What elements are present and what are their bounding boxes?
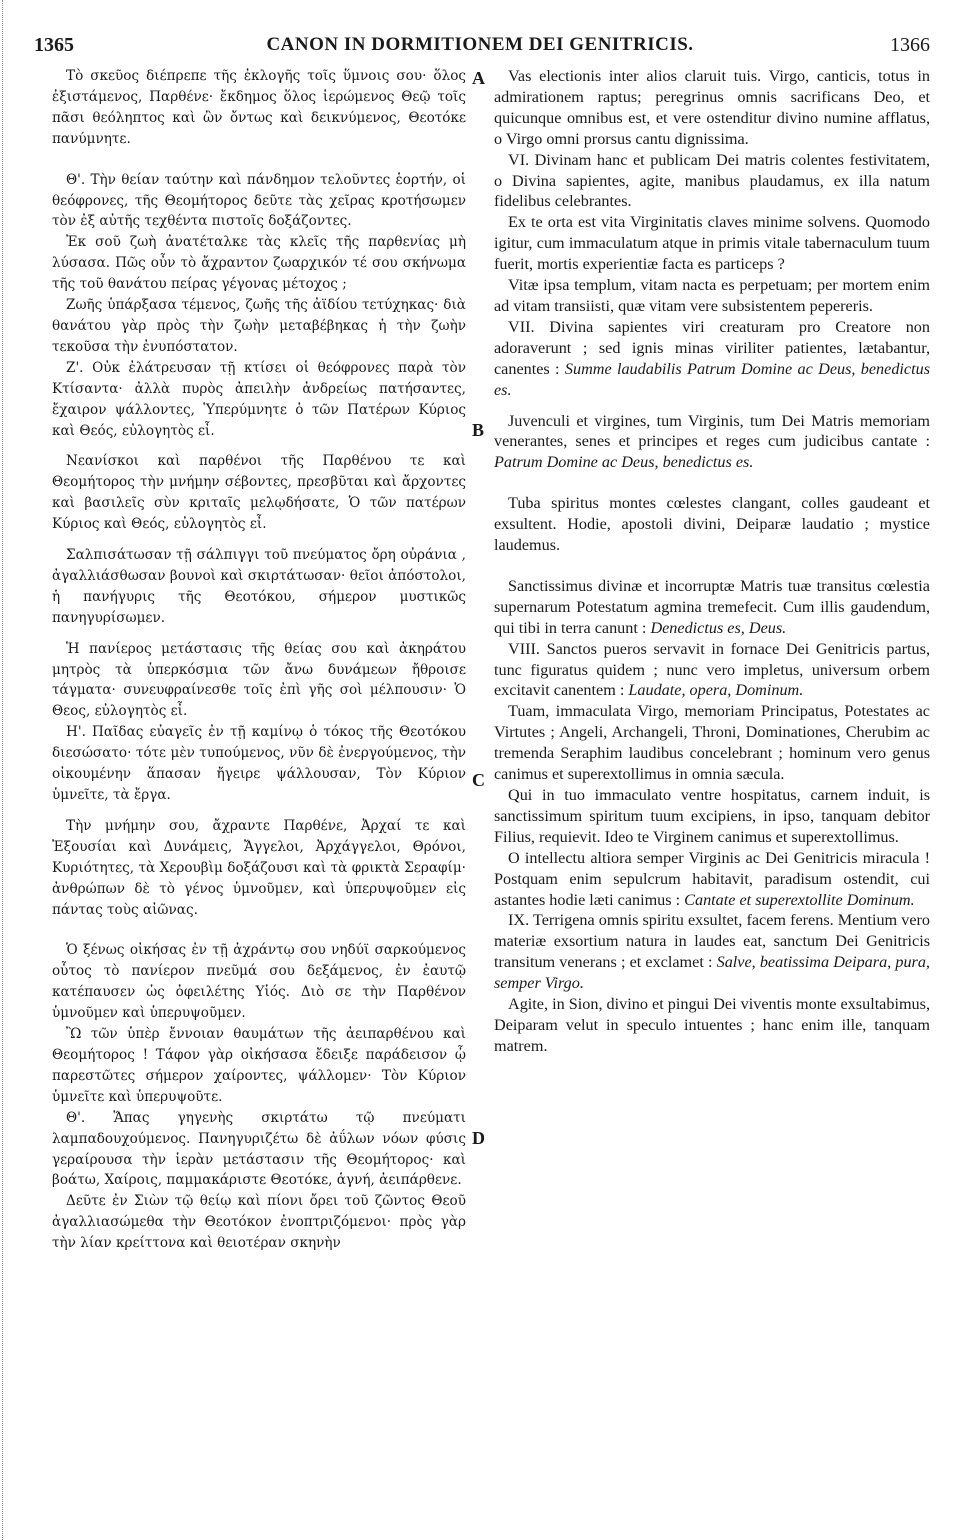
greek-paragraph: Ἐκ σοῦ ζωὴ ἀνατέταλκε τὰς κλεῖς τῆς παρθενίας μὴ λύσασα. Πῶς οὖν τὸ ἄχραντον ζωαρχικόν τέ σου σκήνωμα τῆς τοῦ θανάτου πείρας γέγονας μέτοχος ; xyxy=(52,234,466,293)
latin-text: VI. Divinam hanc et publicam Dei matris colentes festivitatem, o Divina sapientes, agite, manibus plaudamus, ex illa natum fidelibus celebrantes. xyxy=(494,150,930,211)
greek-paragraph: Ἡ πανίερος μετάστασις τῆς θείας σου καὶ ἀκηράτου μητρὸς τὰ ὑπερκόσμια τῶν ἄνω δυνάμεων ἤθροισε τάγματα· συνευφραίνεσθε τοῖς ἐπὶ γῆς σοὶ μέλπουσιν· Ὁ Θεος, εὐλογητὸς εἶ. xyxy=(52,640,466,720)
margin-marker-a: A xyxy=(472,68,485,88)
latin-text: Vitæ ipsa templum, vitam nacta es perpetuam; per mortem enim ad vitam transiisti, quæ vitam vere subsistentem pepereris. xyxy=(494,276,930,315)
latin-text: VII. Divina sapientes viri creaturam pro Creatore non adoraverunt ; sed ignis minas viriliter patientes, lætabantur, canentes : xyxy=(494,317,930,378)
latin-paragraph xyxy=(494,848,930,911)
greek-paragraph: Σαλπισάτωσαν τῇ σάλπιγγι τοῦ πνεύματος ὄρη οὐράνια , ἀγαλλιάσθωσαν βουνοὶ καὶ σκιρτάτωσαν· θεῖοι ἀπόστολοι, ἡ πανήγυρις τῆς Θεοτόκου, σήμερον μυστικῶς πανηγυρίσωμεν. xyxy=(52,547,466,626)
latin-paragraph xyxy=(494,150,930,213)
greek-paragraph: Τὸ σκεῦος διέπρεπε τῆς ἐκλογῆς τοῖς ὕμνοις σου· ὅλος ἐξιστάμενος, Παρθένε· ἔκδημος ὅλος ἱερώμενος Θεῷ τοῖς πᾶσι θεόληπτος καὶ ὢν ὄντως καὶ δεικνύμενος, Θεοτόκε πανύμνητε. xyxy=(52,68,466,147)
latin-paragraph xyxy=(494,639,930,702)
latin-text: Juvenculi et virgines, tum Virginis, tum Dei Matris memoriam venerantes, senes et principes et reges cum judicibus cantate : xyxy=(494,411,930,451)
latin-paragraph xyxy=(494,701,930,785)
greek-paragraph: Θ'. Τὴν θείαν ταύτην καὶ πάνδημον τελοῦντες ἑορτήν, οἱ θεόφρονες, τῆς Θεομήτορος δεῦτε τὰς χεῖρας κροτήσωμεν τὸν ἐξ αὐτῆς τεχθέντα πιστοῖς δοξάζοντες. xyxy=(52,171,466,230)
margin-marker-c: C xyxy=(472,770,485,790)
greek-paragraph: Τὴν μνήμην σου, ἄχραντε Παρθένε, Ἀρχαί τε καὶ Ἐξουσίαι καὶ Δυνάμεις, Ἄγγελοι, Ἀρχάγγελοι, Θρόνοι, Κυριότητες, τὰ Χερουβὶμ δοξάζουσι καὶ τὰ φρικτὰ Σεραφίμ· ἀνθρώπων δὲ τὸ γένος ὑμνοῦμεν, καὶ ὑπερυψοῦμεν εἰς πάντας τοὺς αἰῶνας. xyxy=(52,817,466,918)
greek-paragraph: Θ'. Ἅπας γηγενὴς σκιρτάτω τῷ πνεύματι λαμπαδουχούμενος. Πανηγυριζέτω δὲ ἀΰλων νόων φύσις γεραίρουσα τὴν ἱερὰν μετάστασιν τῆς Θεομήτορος· καὶ βοάτω, Χαίροις, παμμακάριστε Θεοτόκε, ἁγνή, ἀειπάρθενε. xyxy=(52,1109,466,1189)
latin-paragraph xyxy=(494,994,930,1057)
latin-paragraph xyxy=(494,212,930,275)
latin-text: Ex te orta est vita Virginitatis claves minime solvens. Quomodo igitur, cum immaculatum atque in primis vitale tabernaculum tuum fuerit, mortis experientiæ facta es particeps ? xyxy=(494,213,930,274)
latin-paragraph xyxy=(494,785,930,848)
page-number-left: 1365 xyxy=(34,34,74,56)
latin-column xyxy=(494,66,930,1057)
latin-paragraph xyxy=(494,317,930,401)
latin-text: Sanctissimus divinæ et incorruptæ Matris tuæ transitus cœlestia supernarum Potestatum agmina tremefecit. Cum illis gaudendum, qui tibi in terra canunt : xyxy=(494,576,930,637)
latin-italic: Laudate, opera, Dominum. xyxy=(628,681,804,700)
latin-italic: Denedictus es, Deus. xyxy=(650,618,787,637)
greek-paragraph: Ὢ τῶν ὑπὲρ ἔννοιαν θαυμάτων τῆς ἀειπαρθένου καὶ Θεομήτορος ! Τάφον γὰρ οἰκήσασα ἔδειξε παράδεισον ᾧ παρεστῶτες σήμερον χαίροντες, ψάλλομεν· Τὸν Κύριον ὑμνεῖτε καὶ ὑπερυψοῦτε. xyxy=(52,1026,466,1105)
greek-paragraph: Η'. Παῖδας εὐαγεῖς ἐν τῇ καμίνῳ ὁ τόκος τῆς Θεοτόκου διεσώσατο· τότε μὲν τυπούμενος, νῦν δὲ ἐνεργούμενος, τὴν οἰκουμένην ἅπασαν ἤγειρε ψάλλουσαν, Τὸν Κύριον ὑμνεῖτε, τὰ ἔργα. xyxy=(52,724,466,803)
latin-italic: Summe laudabilis Patrum Domine ac Deus, benedictus es. xyxy=(494,359,930,399)
latin-paragraph xyxy=(494,493,930,556)
latin-text: Agite, in Sion, divino et pingui Dei viventis monte exsultabimus, Deiparam velut in speculo intuentes ; hanc enim ille, tanquam matrem. xyxy=(494,995,930,1055)
running-header xyxy=(30,34,930,60)
latin-paragraph xyxy=(494,576,930,639)
greek-paragraph: Νεανίσκοι καὶ παρθένοι τῆς Παρθένου τε καὶ Θεομήτορος τὴν μνήμην σέβοντες, πρεσβῦται καὶ ἄρχοντες καὶ βασιλεῖς σὺν κριταῖς μελῳδήσατε, Ὁ τῶν πατέρων Κύριος καὶ Θεός, εὐλογητὸς εἶ. xyxy=(52,453,466,533)
latin-text: O intellectu altiora semper Virginis ac Dei Genitricis miracula ! Postquam enim sepulcrum habitavit, paradisum ostendit, cui astantes hodie læti canimus : xyxy=(494,848,930,909)
latin-paragraph xyxy=(494,411,930,474)
latin-italic: Cantate et superextollite Dominum. xyxy=(684,890,915,909)
latin-italic: Salve, beatissima Deipara, pura, semper Virgo. xyxy=(494,953,930,993)
latin-text: Qui in tuo immaculato ventre hospitatus, carnem induit, is sanctissimum spiritum tuum excipiens, in ipso, tanquam debitor Filius, requievit. Ideo te Virginem canimus et superextollimus. xyxy=(494,786,930,846)
margin-marker-b: B xyxy=(472,420,485,440)
page-number-right: 1366 xyxy=(890,34,930,56)
greek-paragraph: Ζ'. Οὐκ ἐλάτρευσαν τῇ κτίσει οἱ θεόφρονες παρὰ τὸν Κτίσαντα· ἀλλὰ πυρὸς ἀπειλὴν ἀνδρείως πατήσαντες, ἔχαιρον ψάλλοντες, Ὑπερύμνητε ὁ τῶν Πατέρων Κύριος καὶ Θεός, εὐλογητὸς εἶ. xyxy=(52,359,466,439)
latin-paragraph xyxy=(494,66,930,150)
greek-paragraph: Ὁ ξένως οἰκήσας ἐν τῇ ἀχράντῳ σου νηδύϊ σαρκούμενος οὗτος τὸ πανίερον πνεῦμά σου δεξάμενος, ἐν ἑαυτῷ κατέπαυσεν ὡς ὀφειλέτης Υἱός. Διὸ σε τὴν Παρθένον ὑμνοῦμεν καὶ ὑπερυψοῦμεν. xyxy=(52,942,466,1022)
greek-paragraph: Δεῦτε ἐν Σιὼν τῷ θείῳ καὶ πίονι ὄρει τοῦ ζῶντος Θεοῦ ἀγαλλιασώμεθα τὴν Θεοτόκον ἐνοπτριζόμενοι· πρὸς γὰρ τὴν λίαν κρείττονα καὶ θειοτέραν σκηνὴν xyxy=(52,1193,466,1252)
scan-edge-rule xyxy=(2,0,4,1540)
greek-column xyxy=(52,66,466,1254)
margin-marker-d: D xyxy=(472,1128,485,1148)
latin-text: VIII. Sanctos pueros servavit in fornace Dei Genitricis partus, tunc figuratus quidem ; nunc vero impletus, universum orbem excitavit canentem : xyxy=(494,639,930,700)
latin-paragraph xyxy=(494,275,930,317)
latin-text: IX. Terrigena omnis spiritu exsultet, facem ferens. Mentium vero materiæ exsortium natura in laudes eat, sanctum Dei Genitricis transitum venerans ; et exclamet : xyxy=(494,911,930,972)
latin-text: Tuam, immaculata Virgo, memoriam Principatus, Potestates ac Virtutes ; Angeli, Archangeli, Throni, Dominationes, Cherubim ac tremenda Seraphim laudibus concelebrant ; hominum vero genus canimus et superextollimus in omnia sæcula. xyxy=(494,702,930,784)
running-title: CANON IN DORMITIONEM DEI GENITRICIS. xyxy=(266,34,694,55)
latin-italic: Patrum Domine ac Deus, benedictus es. xyxy=(494,453,754,472)
latin-paragraph xyxy=(494,910,930,994)
greek-paragraph: Ζωῆς ὑπάρξασα τέμενος, ζωῆς τῆς ἀϊδίου τετύχηκας· διὰ θανάτου γὰρ πρὸς τὴν ζωὴν μεταβέβηκας ἡ τὴν ζωὴν τεκοῦσα τὴν ἐνυπόστατον. xyxy=(52,297,466,355)
latin-text: Tuba spiritus montes cœlestes clangant, colles gaudeant et exsultent. Hodie, apostoli divini, Deiparæ laudatio ; mystice laudemus. xyxy=(494,494,930,555)
latin-text: Vas electionis inter alios claruit tuis. Virgo, canticis, totus in admirationem raptus; peregrinus omnis sacrificans Deo, et quicunque omnibus est, et vere ostenditur divino numine afflatus, o Virgo omni prorsus cantu dignissima. xyxy=(494,67,930,148)
